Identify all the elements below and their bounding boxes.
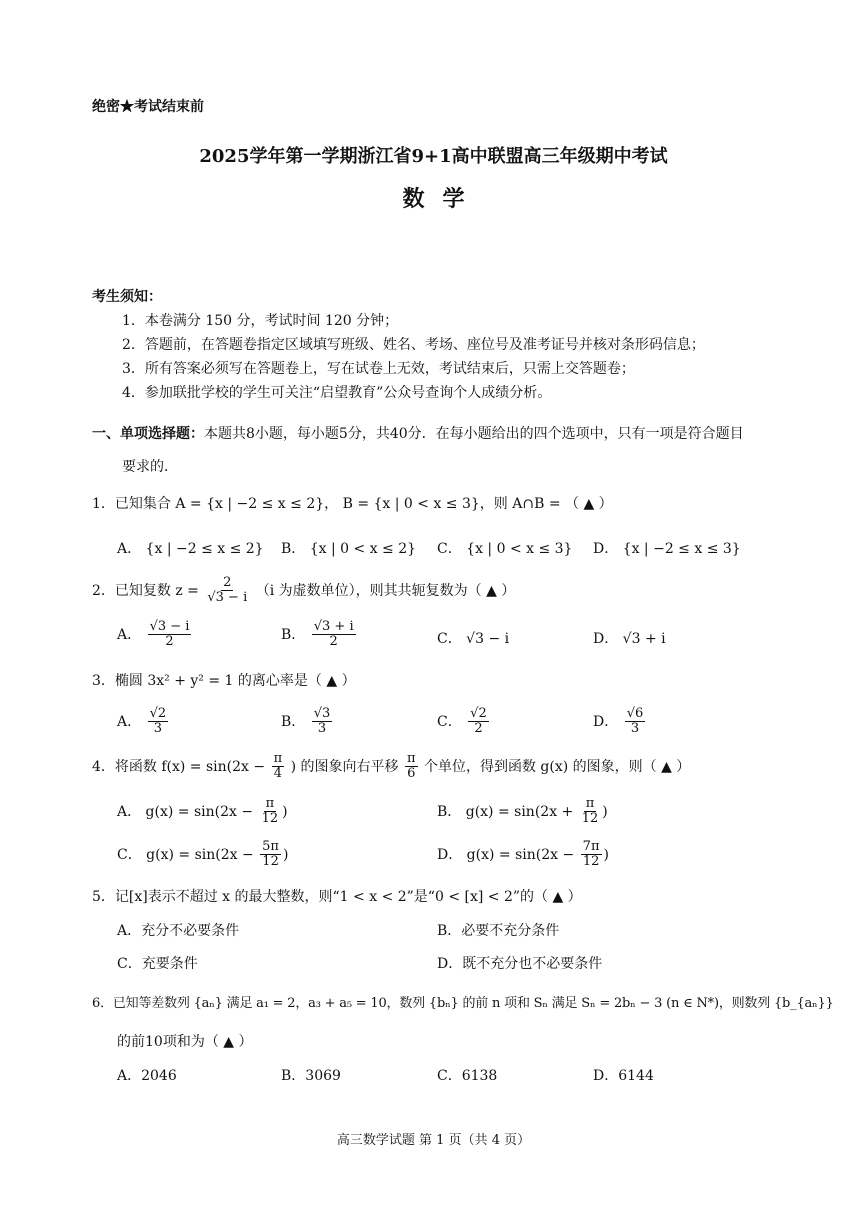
question-2-prefix: 2．已知复数 z = — [92, 582, 199, 599]
option-fraction — [625, 707, 646, 737]
fraction-numerator: √2 — [149, 706, 167, 721]
question-4-fraction-pi-4 — [272, 752, 285, 782]
section-heading — [92, 423, 744, 443]
section-description: 本题共8小题，每小题5分，共40分．在每小题给出的四个选项中，只有一项是符合题目 — [204, 426, 744, 442]
question-4-option-d — [437, 840, 609, 870]
question-2-stem — [92, 576, 515, 606]
question-6-stem: 6．已知等差数列 {aₙ} 满足 a₁ = 2，a₃ + a₅ = 10，数列 {bₙ} 的前 n 项和 Sₙ 满足 Sₙ = 2bₙ − 3 (n ∈ N*)，则数列 {b_{aₙ}} — [92, 996, 834, 1011]
question-4-prefix: 4．将函数 f(x) = sin(2x − — [92, 758, 266, 775]
classified-label: 绝密★考试结束前 — [92, 99, 204, 115]
section-description-continued: 要求的． — [122, 459, 178, 475]
fraction-numerator: √3 + i — [313, 619, 354, 634]
question-6-option-a: A．2046 — [117, 1068, 177, 1084]
fraction-denominator: 12 — [581, 811, 599, 827]
option-prefix: A． g(x) = sin(2x − — [117, 803, 254, 820]
question-4-middle: ) 的图象向右平移 — [290, 758, 399, 775]
fraction-denominator: 3 — [630, 721, 640, 737]
fraction-numerator: 2 — [223, 575, 232, 590]
fraction-numerator: π — [406, 751, 416, 766]
question-5-option-c: C．充要条件 — [117, 956, 198, 972]
option-fraction — [312, 620, 356, 650]
question-4-fraction-pi-6 — [405, 752, 418, 782]
question-6-stem-continued: 的前10项和为（ ▲ ） — [117, 1034, 253, 1050]
question-4-stem — [92, 752, 690, 782]
question-1-stem: 1．已知集合 A = {x | −2 ≤ x ≤ 2}， B = {x | 0 < x ≤ 3}，则 A∩B = （ ▲ ） — [92, 496, 613, 512]
notice-item: 3．所有答案必须写在答题卷上，写在试卷上无效，考试结束后，只需上交答题卷； — [122, 361, 635, 377]
fraction-denominator: √3 − i — [207, 590, 248, 606]
fraction-numerator: √2 — [470, 706, 487, 721]
fraction-denominator: 3 — [153, 721, 162, 737]
question-1-option-a: A． {x | −2 ≤ x ≤ 2} — [117, 541, 264, 557]
option-suffix: ) — [282, 803, 288, 820]
fraction-denominator: 2 — [165, 634, 174, 650]
fraction-denominator: 12 — [261, 811, 279, 827]
fraction-denominator: 2 — [474, 721, 483, 737]
question-2-option-a — [117, 620, 193, 650]
fraction-numerator: π — [273, 751, 283, 766]
question-2-option-c: C． √3 − i — [437, 631, 510, 647]
option-fraction — [312, 707, 333, 737]
fraction-denominator: 2 — [329, 634, 338, 650]
question-3-stem: 3．椭圆 3x² + y² = 1 的离心率是（ ▲ ） — [92, 673, 356, 689]
question-6-option-b: B．3069 — [281, 1068, 341, 1084]
question-3-option-a — [117, 707, 170, 737]
notice-item: 1．本卷满分 150 分，考试时间 120 分钟； — [122, 313, 399, 329]
notice-title: 考生须知： — [92, 289, 162, 305]
fraction-denominator: 3 — [317, 721, 327, 737]
option-label: B． — [281, 626, 306, 643]
question-2-suffix: （i 为虚数单位），则其共轭复数为（ ▲ ） — [255, 582, 516, 599]
question-1-option-c: C． {x | 0 < x ≤ 3} — [437, 541, 573, 557]
option-fraction — [581, 840, 602, 870]
question-5-option-a: A．充分不必要条件 — [117, 923, 240, 939]
option-fraction — [260, 797, 281, 827]
option-fraction — [148, 620, 192, 650]
option-label: A． — [117, 626, 142, 643]
question-5-option-d: D．既不充分也不必要条件 — [437, 956, 603, 972]
option-fraction — [148, 707, 169, 737]
fraction-numerator: √3 − i — [149, 619, 190, 634]
question-1-option-b: B． {x | 0 < x ≤ 2} — [281, 541, 417, 557]
question-4-suffix: 个单位，得到函数 g(x) 的图象，则（ ▲ ） — [423, 758, 691, 775]
fraction-numerator: 7π — [582, 839, 600, 854]
question-4-option-a — [117, 797, 288, 827]
option-label: C． — [437, 713, 462, 730]
section-label: 一、单项选择题： — [92, 426, 204, 442]
option-label: A． — [117, 713, 142, 730]
fraction-denominator: 6 — [407, 766, 416, 782]
option-suffix: ) — [282, 846, 289, 863]
fraction-numerator: π — [585, 796, 595, 811]
page-footer: 高三数学试题 第 1 页（共 4 页） — [336, 1133, 531, 1148]
fraction-denominator: 12 — [582, 854, 600, 870]
fraction-denominator: 4 — [273, 766, 282, 782]
option-fraction — [468, 707, 489, 737]
fraction-denominator: 12 — [262, 854, 279, 870]
question-6-option-d: D．6144 — [593, 1068, 654, 1084]
question-3-option-c — [437, 707, 491, 737]
option-fraction — [580, 797, 601, 827]
question-2-option-b — [281, 620, 358, 650]
question-6-option-c: C．6138 — [437, 1068, 498, 1084]
option-suffix: ) — [602, 803, 608, 820]
question-5-stem: 5．记[x]表示不超过 x 的最大整数，则“1 < x < 2”是“0 < [x] < 2”的（ ▲ ） — [92, 889, 582, 905]
fraction-numerator: 5π — [262, 839, 279, 854]
notice-item: 2．答题前，在答题卷指定区域填写班级、姓名、考场、座位号及准考证号并核对条形码信息； — [122, 337, 705, 353]
fraction-numerator: √6 — [626, 706, 644, 721]
option-label: B． — [281, 713, 306, 730]
exam-title: 2025学年第一学期浙江省9+1高中联盟高三年级期中考试 — [199, 146, 668, 167]
question-5-option-b: B．必要不充分条件 — [437, 923, 560, 939]
option-prefix: C． g(x) = sin(2x − — [117, 846, 254, 863]
option-suffix: ) — [603, 846, 609, 863]
question-3-option-b — [281, 707, 334, 737]
question-2-option-d: D． √3 + i — [593, 631, 666, 647]
question-1-option-d: D． {x | −2 ≤ x ≤ 3} — [593, 541, 741, 557]
question-2-fraction — [205, 576, 249, 606]
option-prefix: B． g(x) = sin(2x + — [437, 803, 574, 820]
option-fraction — [260, 840, 281, 870]
fraction-numerator: √3 — [313, 706, 331, 721]
question-4-option-c — [117, 840, 288, 870]
question-4-option-b — [437, 797, 608, 827]
fraction-numerator: π — [265, 796, 275, 811]
subject-title: 数学 — [402, 186, 483, 212]
question-3-option-d — [593, 707, 647, 737]
option-label: D． — [593, 713, 619, 730]
option-prefix: D． g(x) = sin(2x − — [437, 846, 575, 863]
notice-item: 4．参加联批学校的学生可关注“启望教育”公众号查询个人成绩分析。 — [122, 385, 552, 401]
